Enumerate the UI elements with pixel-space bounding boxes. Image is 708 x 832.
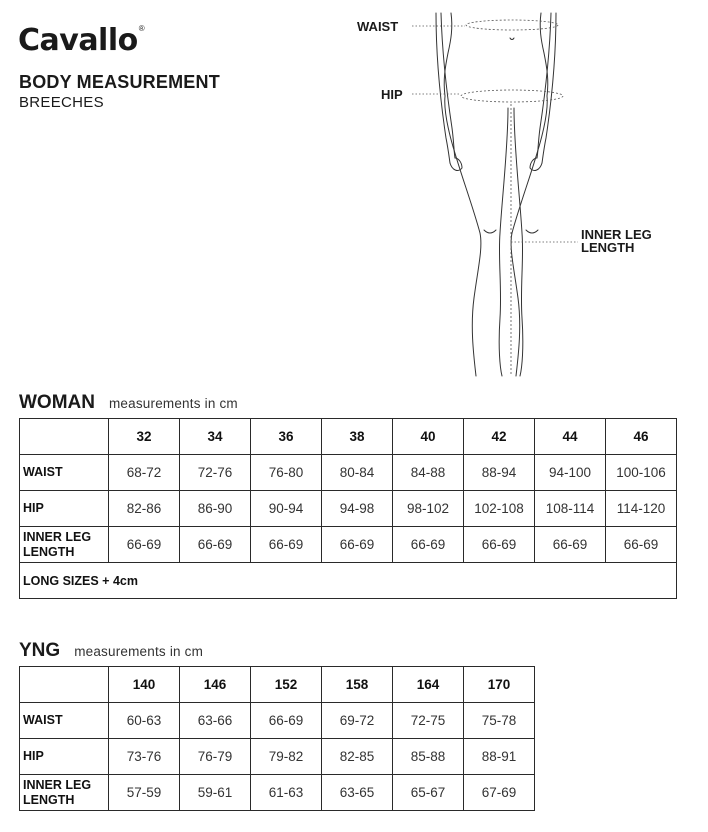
- page-subtitle: BREECHES: [19, 94, 104, 111]
- yng-measurement-cell: 63-65: [322, 775, 393, 811]
- yng-size-table: [19, 666, 535, 811]
- woman-measurement-cell: 98-102: [393, 491, 464, 527]
- woman-measurement-cell: 108-114: [535, 491, 606, 527]
- woman-measurement-cell: 66-69: [180, 527, 251, 563]
- yng-measurement-cell: 66-69: [251, 703, 322, 739]
- yng-measurement-cell: 61-63: [251, 775, 322, 811]
- yng-measurement-cell: 69-72: [322, 703, 393, 739]
- yng-size-header: 140: [109, 667, 180, 703]
- yng-unit-note: measurements in cm: [74, 644, 204, 659]
- woman-measurement-cell: 114-120: [606, 491, 677, 527]
- registered-mark: ®: [138, 24, 145, 33]
- yng-measurement-cell: 88-91: [464, 739, 535, 775]
- yng-size-header: 152: [251, 667, 322, 703]
- woman-row-label: HIP: [20, 491, 109, 527]
- yng-size-header: 146: [180, 667, 251, 703]
- woman-size-header: 40: [393, 419, 464, 455]
- woman-measurement-cell: 88-94: [464, 455, 535, 491]
- woman-measurement-cell: 86-90: [180, 491, 251, 527]
- yng-row-label: HIP: [20, 739, 109, 775]
- table-row: [20, 455, 677, 491]
- woman-header-row: [20, 419, 677, 455]
- yng-row-label: INNER LEG LENGTH: [20, 775, 109, 811]
- yng-measurement-cell: 73-76: [109, 739, 180, 775]
- woman-measurement-cell: 100-106: [606, 455, 677, 491]
- table-row: [20, 527, 677, 563]
- woman-measurement-cell: 66-69: [251, 527, 322, 563]
- yng-measurement-cell: 72-75: [393, 703, 464, 739]
- woman-size-table: [19, 418, 677, 599]
- woman-measurement-cell: 90-94: [251, 491, 322, 527]
- yng-section-header: [19, 640, 203, 662]
- body-outline-illustration: [350, 8, 690, 386]
- body-figure: [350, 8, 690, 386]
- yng-measurement-cell: 79-82: [251, 739, 322, 775]
- woman-measurement-cell: 66-69: [322, 527, 393, 563]
- woman-long-sizes-note: LONG SIZES + 4cm: [20, 563, 677, 599]
- woman-section-header: [19, 392, 238, 414]
- table-row: [20, 491, 677, 527]
- table-row: [20, 703, 535, 739]
- yng-measurement-cell: 59-61: [180, 775, 251, 811]
- woman-measurement-cell: 84-88: [393, 455, 464, 491]
- yng-size-header: 158: [322, 667, 393, 703]
- woman-size-header: 42: [464, 419, 535, 455]
- woman-size-header: 36: [251, 419, 322, 455]
- yng-measurement-cell: 75-78: [464, 703, 535, 739]
- woman-measurement-cell: 66-69: [393, 527, 464, 563]
- woman-unit-note: measurements in cm: [108, 396, 238, 411]
- yng-measurement-cell: 63-66: [180, 703, 251, 739]
- yng-size-header: 170: [464, 667, 535, 703]
- yng-header-row: [20, 667, 535, 703]
- yng-measurement-cell: 85-88: [393, 739, 464, 775]
- table-row: [20, 739, 535, 775]
- waist-label: WAIST: [357, 19, 399, 34]
- woman-measurement-cell: 66-69: [464, 527, 535, 563]
- yng-measurement-cell: 60-63: [109, 703, 180, 739]
- woman-size-header: 46: [606, 419, 677, 455]
- inner-leg-label-line2: LENGTH: [581, 240, 635, 255]
- yng-measurement-cell: 65-67: [393, 775, 464, 811]
- page-title: BODY MEASUREMENT: [19, 72, 220, 92]
- yng-size-header: 164: [393, 667, 464, 703]
- woman-row-label: WAIST: [20, 455, 109, 491]
- woman-measurement-cell: 66-69: [535, 527, 606, 563]
- woman-measurement-cell: 68-72: [109, 455, 180, 491]
- woman-measurement-cell: 82-86: [109, 491, 180, 527]
- woman-row-label: INNER LEG LENGTH: [20, 527, 109, 563]
- woman-size-header: 32: [109, 419, 180, 455]
- woman-measurement-cell: 94-100: [535, 455, 606, 491]
- woman-measurement-cell: 94-98: [322, 491, 393, 527]
- inner-leg-label-line1: INNER LEG: [581, 227, 652, 242]
- yng-corner-cell: [20, 667, 109, 703]
- yng-measurement-cell: 67-69: [464, 775, 535, 811]
- brand-name: Cavallo: [18, 23, 138, 58]
- woman-size-header: 44: [535, 419, 606, 455]
- woman-corner-cell: [20, 419, 109, 455]
- woman-measurement-cell: 66-69: [606, 527, 677, 563]
- woman-measurement-cell: 80-84: [322, 455, 393, 491]
- woman-note-row: [20, 563, 677, 599]
- woman-section-title: WOMAN: [19, 392, 95, 413]
- woman-measurement-cell: 66-69: [109, 527, 180, 563]
- woman-measurement-cell: 102-108: [464, 491, 535, 527]
- hip-label: HIP: [381, 87, 403, 102]
- yng-measurement-cell: 57-59: [109, 775, 180, 811]
- woman-measurement-cell: 72-76: [180, 455, 251, 491]
- brand-logo: [18, 14, 145, 56]
- woman-measurement-cell: 76-80: [251, 455, 322, 491]
- yng-row-label: WAIST: [20, 703, 109, 739]
- yng-measurement-cell: 76-79: [180, 739, 251, 775]
- yng-measurement-cell: 82-85: [322, 739, 393, 775]
- yng-section-title: YNG: [19, 640, 61, 661]
- woman-size-header: 38: [322, 419, 393, 455]
- table-row: [20, 775, 535, 811]
- woman-size-header: 34: [180, 419, 251, 455]
